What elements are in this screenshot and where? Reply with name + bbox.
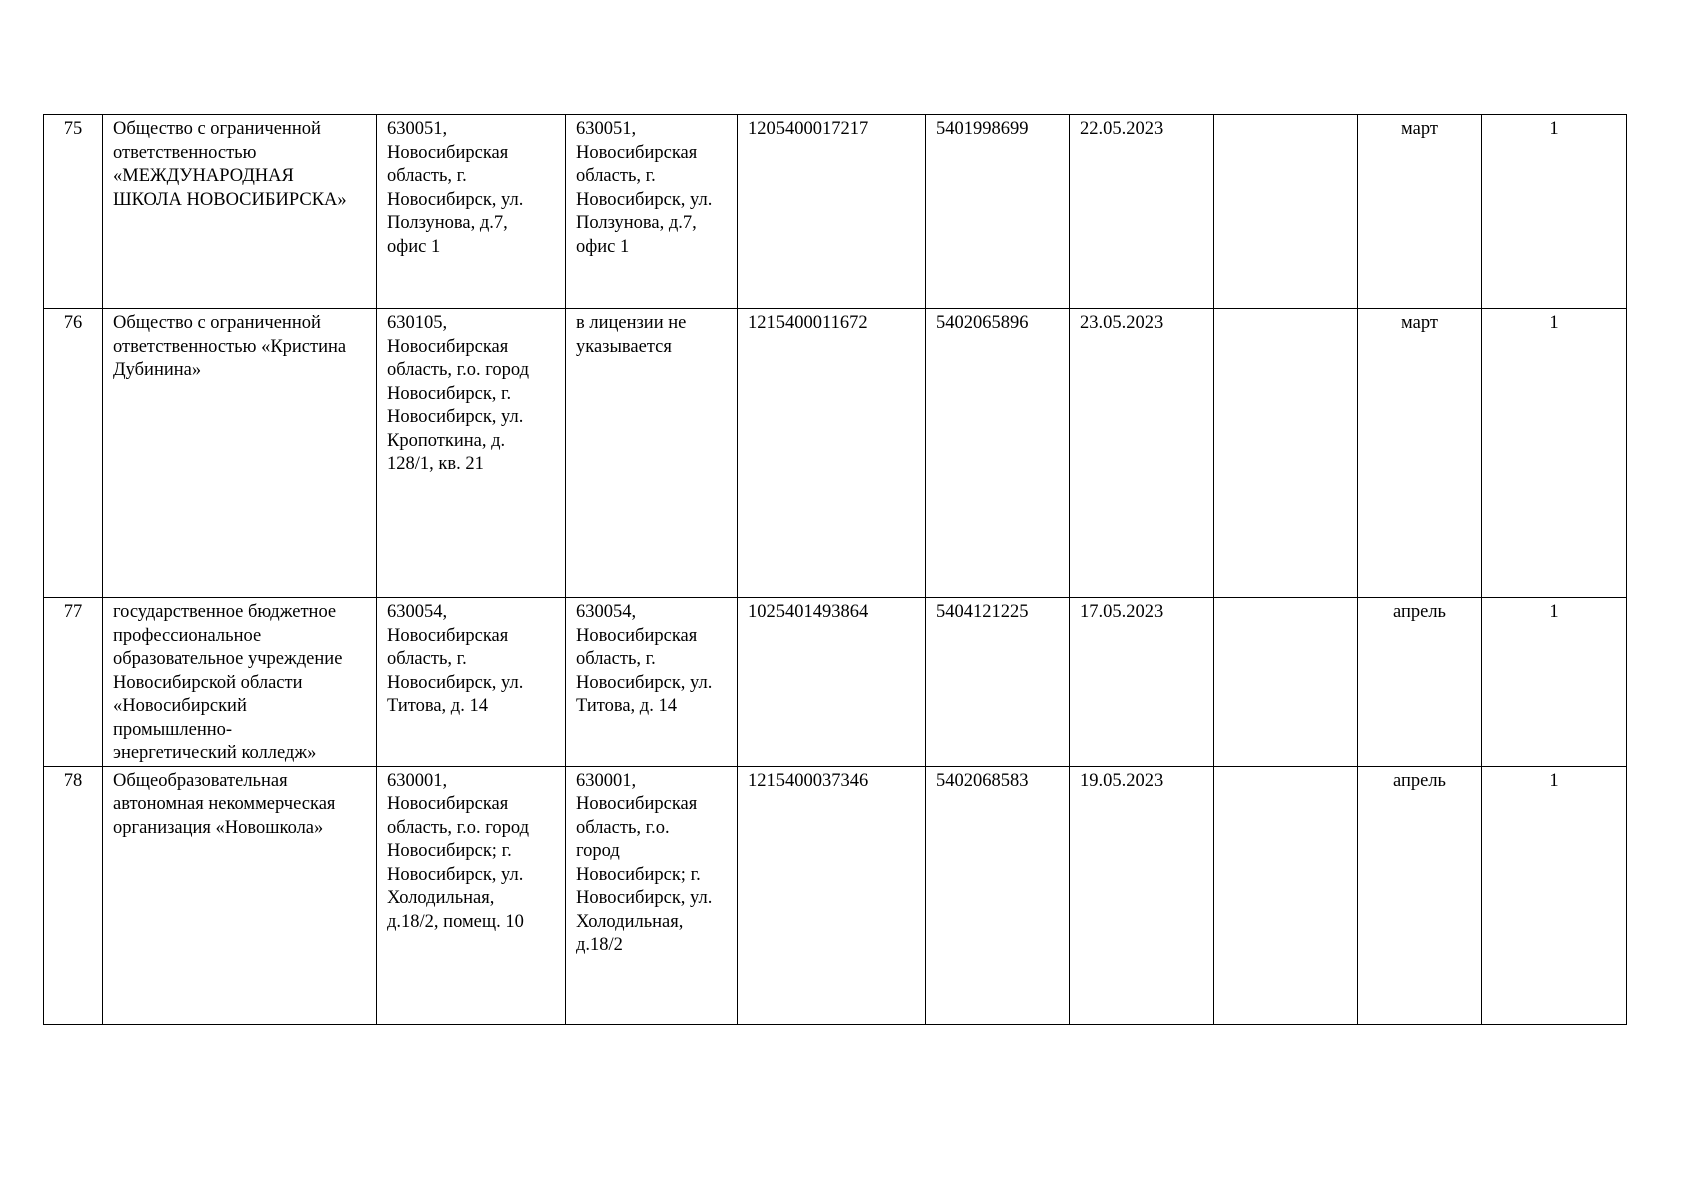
date: 22.05.2023 bbox=[1070, 115, 1214, 309]
date: 19.05.2023 bbox=[1070, 766, 1214, 1024]
activity-address: в лицензии не указывается bbox=[566, 309, 738, 598]
month: апрель bbox=[1358, 766, 1482, 1024]
empty-cell bbox=[1214, 598, 1358, 767]
activity-address: 630001, Новосибирская область, г.о. город Новосибирск; г. Новосибирск, ул. Холодильная, д.18/2 bbox=[566, 766, 738, 1024]
activity-address: 630051, Новосибирская область, г. Новосибирск, ул. Ползунова, д.7, офис 1 bbox=[566, 115, 738, 309]
ogrn: 1215400011672 bbox=[738, 309, 926, 598]
date: 23.05.2023 bbox=[1070, 309, 1214, 598]
empty-cell bbox=[1214, 309, 1358, 598]
registry-table bbox=[43, 114, 1627, 1025]
activity-address: 630054, Новосибирская область, г. Новосибирск, ул. Титова, д. 14 bbox=[566, 598, 738, 767]
table-row bbox=[44, 309, 1627, 598]
inn: 5404121225 bbox=[926, 598, 1070, 767]
inn: 5401998699 bbox=[926, 115, 1070, 309]
ogrn: 1025401493864 bbox=[738, 598, 926, 767]
count: 1 bbox=[1482, 598, 1627, 767]
row-number: 78 bbox=[44, 766, 103, 1024]
organization-name: государственное бюджетное профессиональное образовательное учреждение Новосибирской области «Новосибирский промышленно- энергетический колледж» bbox=[103, 598, 377, 767]
row-number: 77 bbox=[44, 598, 103, 767]
legal-address: 630051, Новосибирская область, г. Новосибирск, ул. Ползунова, д.7, офис 1 bbox=[377, 115, 566, 309]
legal-address: 630105, Новосибирская область, г.о. город Новосибирск, г. Новосибирск, ул. Кропоткина, д. 128/1, кв. 21 bbox=[377, 309, 566, 598]
inn: 5402065896 bbox=[926, 309, 1070, 598]
table-row bbox=[44, 766, 1627, 1024]
count: 1 bbox=[1482, 309, 1627, 598]
month: март bbox=[1358, 115, 1482, 309]
organization-name: Общество с ограниченной ответственностью «Кристина Дубинина» bbox=[103, 309, 377, 598]
inn: 5402068583 bbox=[926, 766, 1070, 1024]
count: 1 bbox=[1482, 115, 1627, 309]
empty-cell bbox=[1214, 766, 1358, 1024]
month: март bbox=[1358, 309, 1482, 598]
month: апрель bbox=[1358, 598, 1482, 767]
legal-address: 630054, Новосибирская область, г. Новосибирск, ул. Титова, д. 14 bbox=[377, 598, 566, 767]
table-row bbox=[44, 598, 1627, 767]
row-number: 75 bbox=[44, 115, 103, 309]
date: 17.05.2023 bbox=[1070, 598, 1214, 767]
empty-cell bbox=[1214, 115, 1358, 309]
count: 1 bbox=[1482, 766, 1627, 1024]
ogrn: 1205400017217 bbox=[738, 115, 926, 309]
organization-name: Общеобразовательная автономная некоммерческая организация «Новошкола» bbox=[103, 766, 377, 1024]
legal-address: 630001, Новосибирская область, г.о. город Новосибирск; г. Новосибирск, ул. Холодильная, д.18/2, помещ. 10 bbox=[377, 766, 566, 1024]
table-row bbox=[44, 115, 1627, 309]
row-number: 76 bbox=[44, 309, 103, 598]
organization-name: Общество с ограниченной ответственностью «МЕЖДУНАРОДНАЯ ШКОЛА НОВОСИБИРСКА» bbox=[103, 115, 377, 309]
ogrn: 1215400037346 bbox=[738, 766, 926, 1024]
